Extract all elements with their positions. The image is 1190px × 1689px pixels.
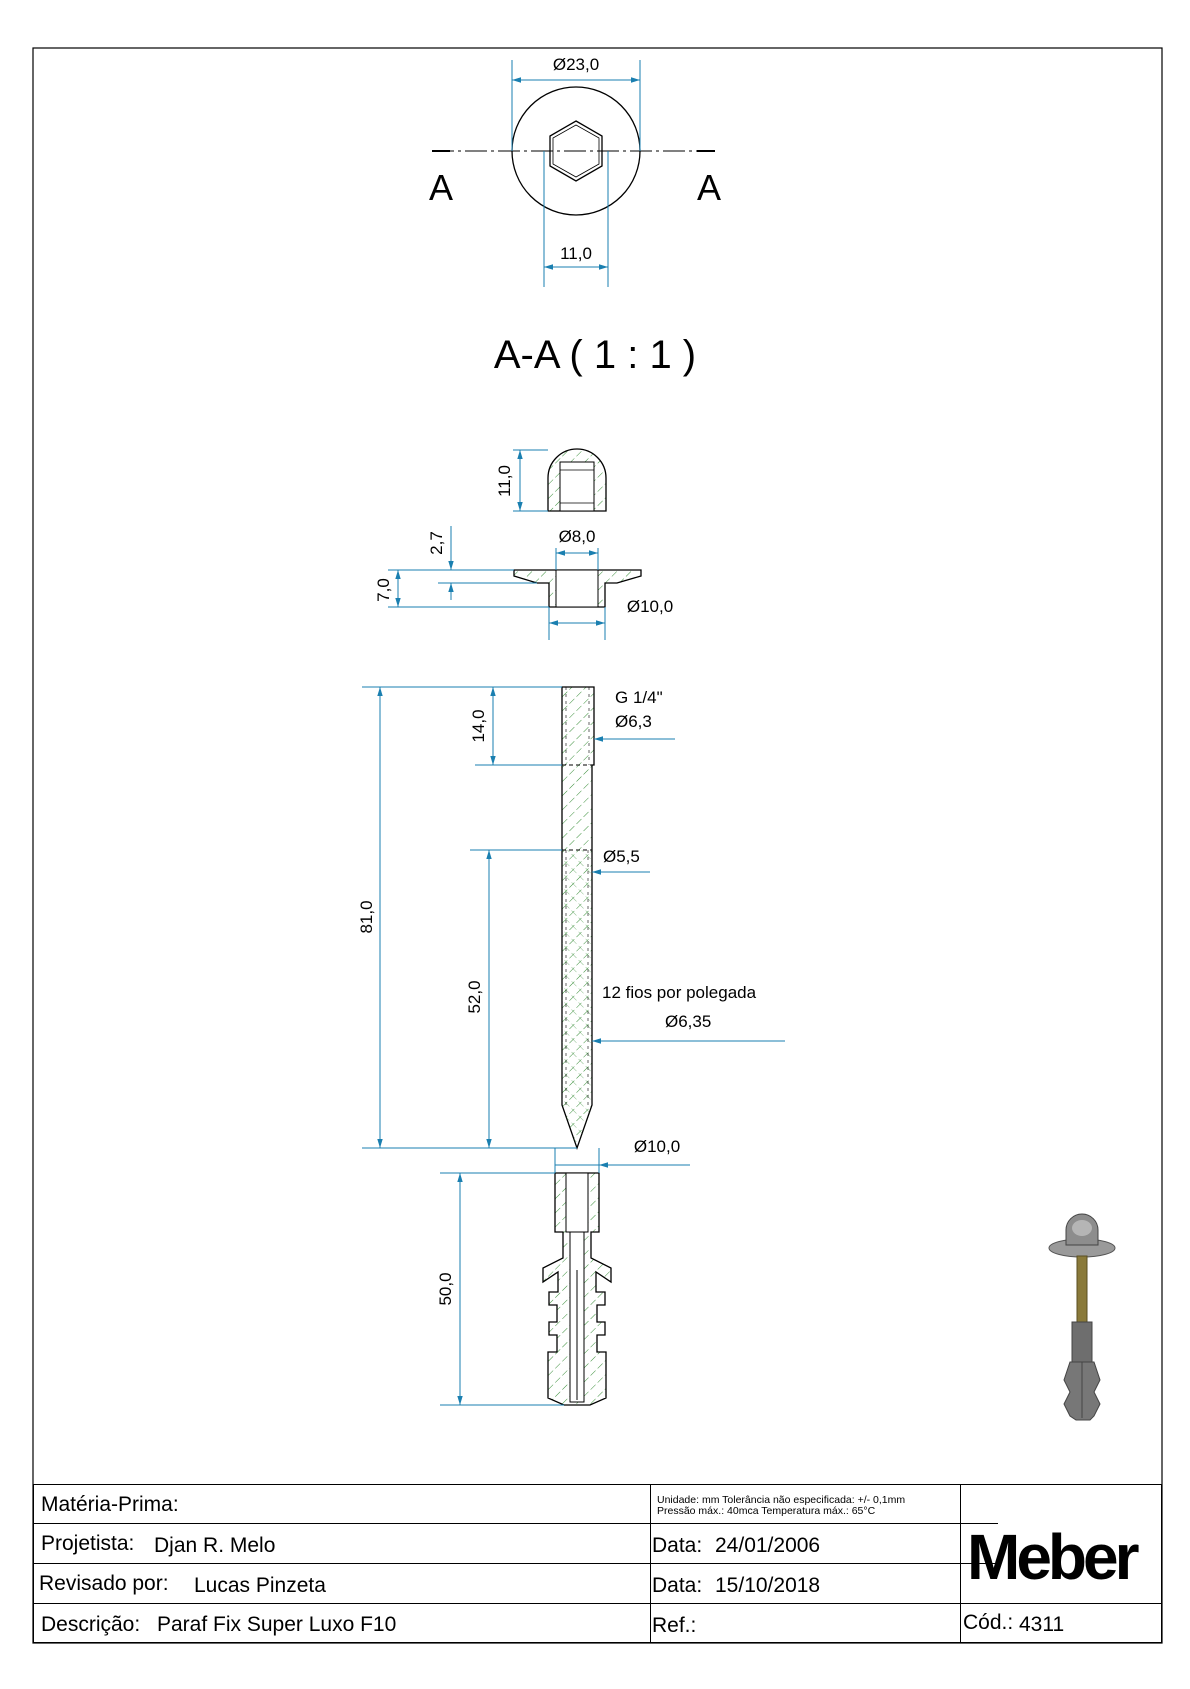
dim-washer-height: 7,0	[374, 578, 393, 602]
dim-washer-bore: Ø8,0	[558, 527, 596, 546]
revisado-value: Lucas Pinzeta	[194, 1574, 326, 1597]
projetista-label: Projetista:	[41, 1532, 135, 1555]
data-2-value: 15/10/2018	[715, 1574, 821, 1597]
top-view	[429, 55, 721, 287]
dim-total-length: 81,0	[357, 900, 376, 934]
dim-wood-thread-diameter: Ø6,35	[665, 1012, 712, 1031]
descricao-label: Descrição:	[41, 1613, 141, 1636]
sheet-border	[33, 48, 1162, 1643]
screw-section	[357, 687, 785, 1148]
dim-shank-diameter: Ø5,5	[603, 847, 640, 866]
section-title: A-A ( 1 : 1 )	[493, 333, 697, 377]
title-block	[33, 1484, 1162, 1643]
product-render-image	[1049, 1214, 1115, 1420]
cap-section	[495, 449, 606, 511]
dim-wood-thread-length: 52,0	[465, 980, 484, 1014]
notes-line-2: Pressão máx.: 40mca Temperatura máx.: 65°C	[657, 1505, 876, 1517]
data-1-label: Data:	[652, 1534, 703, 1557]
note-threads-per-inch: 12 fios por polegada	[602, 983, 757, 1002]
data-1-value: 24/01/2006	[715, 1534, 821, 1557]
cod-label: Cód.:	[963, 1611, 1014, 1634]
dim-anchor-length: 50,0	[436, 1272, 455, 1306]
notes-line-1: Unidade: mm Tolerância não especificada: +/- 0,1mm	[657, 1494, 906, 1506]
cod-value: 4311	[1019, 1613, 1065, 1636]
meber-logo: Meber	[967, 1521, 1136, 1593]
revisado-label: Revisado por:	[39, 1572, 169, 1595]
thread-label: G 1/4"	[615, 688, 663, 707]
dim-washer-hub: Ø10,0	[626, 597, 674, 616]
materia-prima-label: Matéria-Prima:	[41, 1493, 179, 1516]
dim-cap-height: 11,0	[495, 465, 514, 497]
dim-anchor-diameter: Ø10,0	[633, 1137, 681, 1156]
washer-section	[374, 526, 673, 640]
dim-outer-diameter: Ø23,0	[552, 55, 600, 74]
ref-label: Ref.:	[652, 1614, 697, 1637]
anchor-section	[436, 1137, 690, 1405]
dim-thread-length: 14,0	[469, 709, 488, 743]
dim-hex-width: 11,0	[560, 244, 592, 263]
dim-washer-thickness: 2,7	[427, 531, 446, 555]
section-mark-left: A	[428, 167, 454, 208]
projetista-value: Djan R. Melo	[154, 1534, 276, 1557]
data-2-label: Data:	[652, 1574, 703, 1597]
section-mark-right: A	[696, 167, 722, 208]
dim-thread-diameter: Ø6,3	[615, 712, 652, 731]
descricao-value: Paraf Fix Super Luxo F10	[157, 1613, 397, 1636]
